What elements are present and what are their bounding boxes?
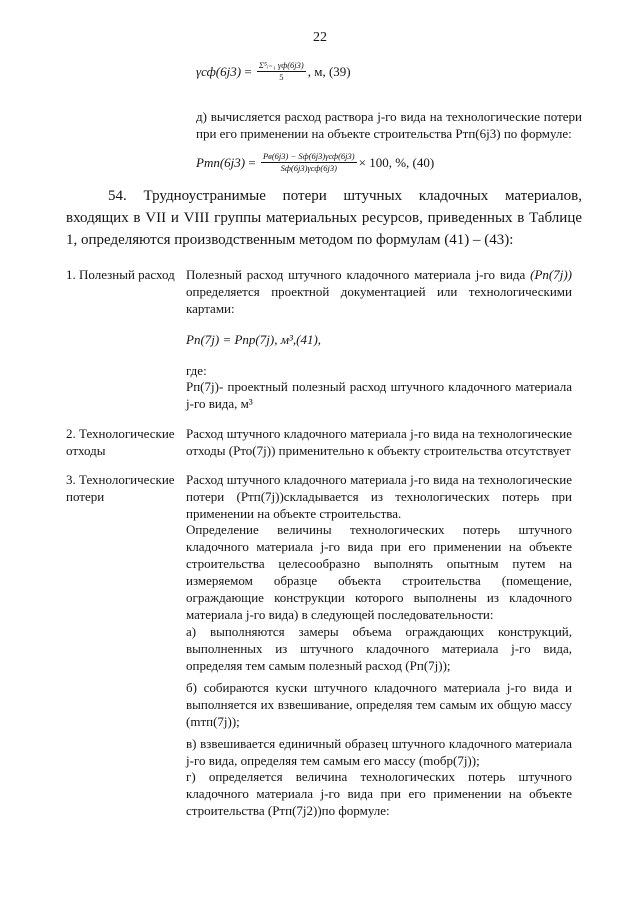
item-d-text: д) вычисляется расход раствора j-го вида на технологические потери при его применении на объекте строительства Pтп(6j3) по формуле:: [196, 109, 582, 141]
row-1-text-a: Полезный расход штучного кладочного материала j-го вида: [186, 267, 526, 282]
formula-40-numerator: Pв(6j3) − Sф(6j3)γсф(6j3): [262, 151, 355, 161]
row-1-definition: Pп(7j)- проектный полезный расход штучного кладочного материала j-го вида, м³: [186, 379, 572, 411]
row-3-label: 3. Технологические потери: [66, 472, 175, 504]
formula-39-numerator: Σ⁵ᵢ₌₁ γф(6j3): [258, 60, 304, 70]
formula-40: Pтп(6j3) = $\frac{\text{Pв(6j3) − Sф(6j3)γсф(6j3)}}{\text{Sф(6j3)γсф(6j3)}}$ × 100, %, (40): [196, 151, 435, 173]
page-number: 22: [313, 30, 327, 45]
formula-39-label: , м, (39): [307, 64, 351, 79]
row-3-text-a: Расход штучного кладочного материала j-го вида на технологические потери (Pтп(7j))складывается из технологических потерь при применении на объекте строительства.: [186, 472, 572, 521]
row-1-text: [186, 266, 572, 317]
paragraph-54: 54. Трудноустранимые потери штучных кладочных материалов, входящих в VII и VIII группы материальных ресурсов, приведенных в Таблице 1, определяются производственным методом по формулам (41) – (43):: [66, 188, 582, 248]
formula-39-denominator: 5: [279, 72, 284, 82]
row-1-symbol: (Pп(7j)): [530, 267, 572, 282]
row-2-label: 2. Технологические отходы: [66, 426, 175, 458]
formula-40-fraction: [261, 151, 357, 174]
formula-40-label: × 100, %, (40): [358, 155, 435, 170]
row-3-item-b: б) собираются куски штучного кладочного материала j-го вида и выполняется их взвешивание, определяя тем самым их общую массу (mтп(7j));: [186, 680, 572, 729]
formula-39: γсф(6j3) = $\frac{\text{Σ⁵ᵢ₌₁ γф(6j3)}}{5}$ , м, (39): [196, 60, 351, 82]
formula-41: Pп(7j) = Pпр(7j), м³,(41),: [186, 332, 322, 347]
where-label: где:: [186, 363, 207, 378]
formula-39-fraction: [257, 60, 306, 83]
row-1-label: 1. Полезный расход: [66, 267, 175, 282]
row-3-item-g: г) определяется величина технологических потерь штучного кладочного материала j-го вида при его применении на объекте строительства (Pтп(7j2))по формуле:: [186, 769, 572, 818]
row-3-item-a: а) выполняются замеры объема ограждающих конструкций, выполненных из штучного кладочного материала j-го вида, определяя тем самым полезный расход (Pп(7j));: [186, 624, 572, 673]
formula-40-lhs: Pтп(6j3): [196, 155, 246, 170]
formula-40-denominator: Sф(6j3)γсф(6j3): [280, 163, 337, 173]
row-3-text-b: Определение величины технологических потерь штучного кладочного материала j-го вида при его применении на объекте строительства целесообразно выполнять опытным путем на измеряемом образце объекта строительства (помещение, ограждающие конструкции которого выполнены из кладочного материала j-го вида) в следующей последовательности:: [186, 522, 572, 622]
row-3-item-c: в) взвешивается единичный образец штучного кладочного материала j-го вида, определяя тем самым его массу (mобр(7j));: [186, 736, 572, 768]
row-2-text: Расход штучного кладочного материала j-го вида на технологические отходы (Pто(7j)) применительно к объекту строительства отсутствует: [186, 426, 572, 458]
row-1-text-b: определяется проектной документацией или технологическими картами:: [186, 284, 572, 316]
formula-39-lhs: γсф(6j3): [196, 64, 242, 79]
